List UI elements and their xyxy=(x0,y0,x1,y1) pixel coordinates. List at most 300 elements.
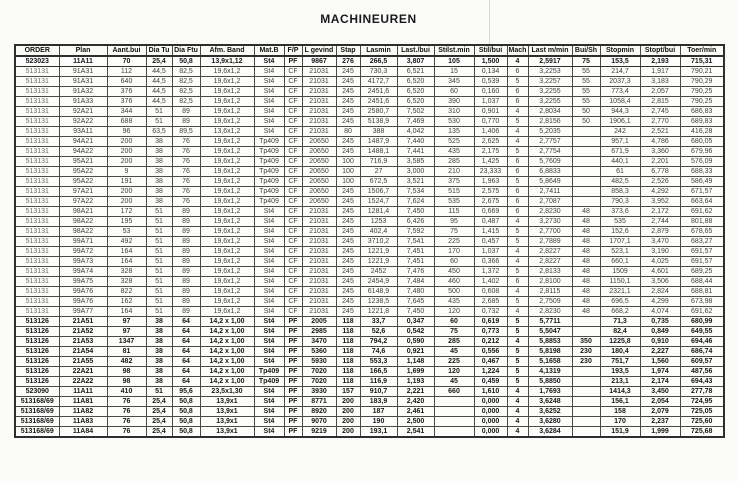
cell: 513131 xyxy=(15,167,59,177)
cell: 691,62 xyxy=(680,207,724,217)
cell: 4 xyxy=(507,107,528,117)
table-row xyxy=(15,67,724,77)
cell: 513131 xyxy=(15,267,59,277)
cell: 183,9 xyxy=(360,397,397,407)
cell: 2,8230 xyxy=(528,307,572,317)
cell: 21031 xyxy=(302,267,336,277)
cell: 513126 xyxy=(15,327,59,337)
cell: 105 xyxy=(434,56,474,67)
cell: 74,6 xyxy=(360,347,397,357)
cell: 64 xyxy=(172,327,200,337)
cell: 38 xyxy=(146,357,172,367)
cell: 513126 xyxy=(15,337,59,347)
cell: 200 xyxy=(107,197,146,207)
cell: 64 xyxy=(172,367,200,377)
cell: 2,237 xyxy=(640,417,680,427)
cell: 2,675 xyxy=(474,197,507,207)
cell: 200 xyxy=(107,157,146,167)
cell: 21031 xyxy=(302,117,336,127)
cell: 5,8850 xyxy=(528,377,572,387)
cell: 14,2 x 1,00 xyxy=(200,357,254,367)
cell: 1221,8 xyxy=(360,307,397,317)
cell: 19,6x1,2 xyxy=(200,247,254,257)
cell: 11A84 xyxy=(59,427,107,438)
cell: CF xyxy=(284,217,302,227)
cell: 683,27 xyxy=(680,237,724,247)
cell: 94A21 xyxy=(59,137,107,147)
cell: 25,4 xyxy=(146,427,172,438)
cell: 213,1 xyxy=(600,377,640,387)
table-row xyxy=(15,157,724,167)
cell: Tp409 xyxy=(254,167,284,177)
cell: 97 xyxy=(107,327,146,337)
cell: 691,57 xyxy=(680,257,724,267)
cell: 2,685 xyxy=(474,297,507,307)
cell: 0,134 xyxy=(474,67,507,77)
cell: 23,333 xyxy=(474,167,507,177)
cell: 4 xyxy=(507,387,528,397)
cell: 98A22 xyxy=(59,217,107,227)
cell: 725,68 xyxy=(680,427,724,438)
cell: 328 xyxy=(107,277,146,287)
cell: 673,98 xyxy=(680,297,724,307)
column-header: L gevind xyxy=(302,45,336,56)
cell: 99A75 xyxy=(59,277,107,287)
column-header: Stap xyxy=(336,45,360,56)
cell: 55 xyxy=(572,87,600,97)
cell: 680,99 xyxy=(680,317,724,327)
table-row xyxy=(15,227,724,237)
cell: 5 xyxy=(507,327,528,337)
cell: 51 xyxy=(146,217,172,227)
cell: 2,201 xyxy=(640,157,680,167)
table-row xyxy=(15,427,724,438)
cell: 2,221 xyxy=(397,387,434,397)
cell: 1150,1 xyxy=(600,277,640,287)
cell: St4 xyxy=(254,67,284,77)
cell: 14,2 x 1,00 xyxy=(200,337,254,347)
cell: 822 xyxy=(107,287,146,297)
cell: CF xyxy=(284,67,302,77)
column-header: Plan xyxy=(59,45,107,56)
cell: St4 xyxy=(254,247,284,257)
cell: 1,7693 xyxy=(528,387,572,397)
cell: 170 xyxy=(600,417,640,427)
cell: 99A76 xyxy=(59,287,107,297)
cell: 0,921 xyxy=(397,347,434,357)
cell: 7,484 xyxy=(397,277,434,287)
cell: 180,4 xyxy=(600,347,640,357)
cell: 2,8227 xyxy=(528,257,572,267)
cell: 513131 xyxy=(15,97,59,107)
cell: 13,9x1 xyxy=(200,417,254,427)
cell: 112 xyxy=(107,67,146,77)
cell: 2,174 xyxy=(640,377,680,387)
cell: 373,6 xyxy=(600,207,640,217)
cell: 19,6x1,2 xyxy=(200,177,254,187)
cell: 530 xyxy=(434,117,474,127)
cell: 1506,7 xyxy=(360,187,397,197)
cell: PF xyxy=(284,56,302,67)
cell: 25,4 xyxy=(146,56,172,67)
cell: 4 xyxy=(507,397,528,407)
cell: 2,8034 xyxy=(528,107,572,117)
table-row xyxy=(15,187,724,197)
column-header: Bui/Sh xyxy=(572,45,600,56)
cell: 45 xyxy=(434,347,474,357)
cell: 0,539 xyxy=(474,77,507,87)
cell: 957,1 xyxy=(600,137,640,147)
cell: 7,451 xyxy=(397,257,434,267)
cell: 688,44 xyxy=(680,277,724,287)
column-header: F/P xyxy=(284,45,302,56)
cell: 99A76 xyxy=(59,297,107,307)
cell: CF xyxy=(284,177,302,187)
cell: 0,000 xyxy=(474,407,507,417)
cell: 482 xyxy=(107,357,146,367)
cell: 21031 xyxy=(302,297,336,307)
cell: 790,21 xyxy=(680,67,724,77)
cell: 9 xyxy=(107,167,146,177)
cell: 2,420 xyxy=(397,397,434,407)
cell: St4 xyxy=(254,267,284,277)
cell: 89 xyxy=(172,297,200,307)
cell: St4 xyxy=(254,217,284,227)
cell: 55 xyxy=(572,77,600,87)
cell: 609,57 xyxy=(680,357,724,367)
cell: 164 xyxy=(107,247,146,257)
cell: 3,521 xyxy=(397,177,434,187)
cell: 345 xyxy=(434,77,474,87)
cell xyxy=(572,177,600,187)
cell: Tp409 xyxy=(254,367,284,377)
cell: 60 xyxy=(434,317,474,327)
cell: 44,5 xyxy=(146,97,172,107)
cell: 75 xyxy=(572,56,600,67)
cell: 4 xyxy=(507,247,528,257)
cell: PF xyxy=(284,377,302,387)
cell: 76 xyxy=(172,197,200,207)
cell: 245 xyxy=(336,297,360,307)
cell: 513131 xyxy=(15,297,59,307)
cell: 344 xyxy=(107,107,146,117)
cell: 513168/69 xyxy=(15,417,59,427)
cell: 0,212 xyxy=(474,337,507,347)
cell: 51 xyxy=(146,287,172,297)
cell: 801,88 xyxy=(680,217,724,227)
cell: 513131 xyxy=(15,247,59,257)
cell: 76 xyxy=(107,407,146,417)
cell: 4 xyxy=(507,127,528,137)
cell: 2005 xyxy=(302,317,336,327)
cell: 76 xyxy=(172,167,200,177)
cell: St4 xyxy=(254,347,284,357)
cell: 13,9x1,12 xyxy=(200,56,254,67)
cell: 97A22 xyxy=(59,197,107,207)
cell: 48 xyxy=(572,307,600,317)
cell: 64 xyxy=(172,377,200,387)
cell: 210 xyxy=(434,167,474,177)
cell: 5 xyxy=(507,317,528,327)
cell: 2,193 xyxy=(640,56,680,67)
cell: 1,963 xyxy=(474,177,507,187)
cell: 92A22 xyxy=(59,117,107,127)
column-header: ORDER xyxy=(15,45,59,56)
table-row xyxy=(15,347,724,357)
cell: 3,2730 xyxy=(528,217,572,227)
cell: 76 xyxy=(107,427,146,438)
cell: 51 xyxy=(146,387,172,397)
cell: 95A22 xyxy=(59,177,107,187)
cell: 4172,7 xyxy=(360,77,397,87)
cell: 663,64 xyxy=(680,197,724,207)
cell: 76 xyxy=(172,137,200,147)
cell: 38 xyxy=(146,197,172,207)
cell: 44,5 xyxy=(146,77,172,87)
cell: 48 xyxy=(572,257,600,267)
cell: 200 xyxy=(107,137,146,147)
cell xyxy=(572,317,600,327)
cell: 50 xyxy=(572,107,600,117)
cell: 0,467 xyxy=(474,357,507,367)
cell: 513131 xyxy=(15,207,59,217)
cell: 2,172 xyxy=(640,207,680,217)
cell: 120 xyxy=(434,367,474,377)
cell: 11A81 xyxy=(59,397,107,407)
cell: 92A21 xyxy=(59,107,107,117)
cell: 13,9x1 xyxy=(200,407,254,417)
cell: 4,292 xyxy=(640,187,680,197)
cell: 4 xyxy=(507,257,528,267)
cell: PF xyxy=(284,337,302,347)
cell: 513131 xyxy=(15,287,59,297)
cell: CF xyxy=(284,267,302,277)
cell: St4 xyxy=(254,277,284,287)
cell: 6,426 xyxy=(397,217,434,227)
cell: 402,4 xyxy=(360,227,397,237)
cell: 19,6x1,2 xyxy=(200,217,254,227)
cell: 5138,9 xyxy=(360,117,397,127)
cell: 2,745 xyxy=(640,107,680,117)
cell: 44,5 xyxy=(146,67,172,77)
cell: 7,440 xyxy=(397,137,434,147)
cell: 1225,8 xyxy=(600,337,640,347)
cell: 158 xyxy=(600,407,640,417)
cell: 0,608 xyxy=(474,287,507,297)
cell: 100 xyxy=(336,157,360,167)
cell: 89 xyxy=(172,257,200,267)
table-row xyxy=(15,237,724,247)
cell: 19,6x1,2 xyxy=(200,297,254,307)
cell: 5 xyxy=(507,367,528,377)
cell: 0,619 xyxy=(474,317,507,327)
cell: CF xyxy=(284,87,302,97)
cell: 76 xyxy=(107,417,146,427)
cell: 688,81 xyxy=(680,287,724,297)
cell: 48 xyxy=(572,277,600,287)
cell: 245 xyxy=(336,67,360,77)
cell: St4 xyxy=(254,337,284,347)
cell: 19,6x1,2 xyxy=(200,117,254,127)
cell: CF xyxy=(284,237,302,247)
cell: CF xyxy=(284,257,302,267)
cell xyxy=(572,407,600,417)
cell: 245 xyxy=(336,107,360,117)
cell: 55 xyxy=(572,67,600,77)
cell: 50,8 xyxy=(172,407,200,417)
cell: 3,952 xyxy=(640,197,680,207)
cell: 487,56 xyxy=(680,367,724,377)
cell: CF xyxy=(284,297,302,307)
table-row xyxy=(15,77,724,87)
cell: 19,6x1,2 xyxy=(200,197,254,207)
cell: 688 xyxy=(107,117,146,127)
cell: 38 xyxy=(146,367,172,377)
cell: 686,74 xyxy=(680,347,724,357)
cell: 115 xyxy=(434,207,474,217)
cell: 9070 xyxy=(302,417,336,427)
cell: St4 xyxy=(254,237,284,247)
cell: 668,2 xyxy=(600,307,640,317)
cell: 50,8 xyxy=(172,427,200,438)
cell: 7020 xyxy=(302,367,336,377)
cell: 245 xyxy=(336,287,360,297)
cell: 64 xyxy=(172,347,200,357)
cell: CF xyxy=(284,287,302,297)
cell: 513126 xyxy=(15,347,59,357)
cell: 5,2035 xyxy=(528,127,572,137)
cell: 513131 xyxy=(15,137,59,147)
cell: 245 xyxy=(336,187,360,197)
cell: 21031 xyxy=(302,287,336,297)
table-row xyxy=(15,407,724,417)
cell: 5,8198 xyxy=(528,347,572,357)
cell: 0,487 xyxy=(474,217,507,227)
cell: 48 xyxy=(572,297,600,307)
cell: 6 xyxy=(507,97,528,107)
cell: 5 xyxy=(507,117,528,127)
table-row xyxy=(15,107,724,117)
cell: 242 xyxy=(600,127,640,137)
cell: 19,6x1,2 xyxy=(200,267,254,277)
cell: 7,450 xyxy=(397,307,434,317)
table-row xyxy=(15,127,724,137)
cell xyxy=(572,367,600,377)
cell: 19,6x1,2 xyxy=(200,77,254,87)
cell: 3,585 xyxy=(397,157,434,167)
cell: 5 xyxy=(507,77,528,87)
cell xyxy=(434,407,474,417)
cell: 89 xyxy=(172,227,200,237)
table-row xyxy=(15,357,724,367)
column-header: Stopt/bui xyxy=(640,45,680,56)
cell: 751,7 xyxy=(600,357,640,367)
cell: 679,96 xyxy=(680,147,724,157)
cell xyxy=(572,427,600,438)
cell: 95A21 xyxy=(59,157,107,167)
cell: 0,669 xyxy=(474,207,507,217)
cell: 725,60 xyxy=(680,417,724,427)
column-header: Dia Tu xyxy=(146,45,172,56)
cell: 19,6x1,2 xyxy=(200,97,254,107)
cell: 25,4 xyxy=(146,417,172,427)
cell: 3,807 xyxy=(397,56,434,67)
cell: 513126 xyxy=(15,377,59,387)
cell: CF xyxy=(284,167,302,177)
cell: CF xyxy=(284,247,302,257)
cell: 3,000 xyxy=(397,167,434,177)
cell: 21031 xyxy=(302,237,336,247)
cell: 52,6 xyxy=(360,327,397,337)
cell: 7,592 xyxy=(397,227,434,237)
cell: 4 xyxy=(507,417,528,427)
cell: 19,6x1,2 xyxy=(200,157,254,167)
cell: 200 xyxy=(336,397,360,407)
cell: 75 xyxy=(434,327,474,337)
table-row xyxy=(15,97,724,107)
cell xyxy=(572,137,600,147)
cell: 27 xyxy=(360,167,397,177)
table-row xyxy=(15,327,724,337)
cell xyxy=(572,147,600,157)
cell: 773,4 xyxy=(600,87,640,97)
machine-hours-table xyxy=(14,44,725,438)
cell: 225 xyxy=(434,357,474,367)
cell: St4 xyxy=(254,207,284,217)
cell: 99A77 xyxy=(59,307,107,317)
cell: 76 xyxy=(172,187,200,197)
cell: 64 xyxy=(172,357,200,367)
cell: 190 xyxy=(360,417,397,427)
column-header: Stilst.min xyxy=(434,45,474,56)
cell: 858,3 xyxy=(600,187,640,197)
cell: 6 xyxy=(507,87,528,97)
cell: 118 xyxy=(336,367,360,377)
cell: 1414,3 xyxy=(600,387,640,397)
cell: 535 xyxy=(600,217,640,227)
cell: 6148,9 xyxy=(360,287,397,297)
cell: 172 xyxy=(107,207,146,217)
cell: 5,1658 xyxy=(528,357,572,367)
cell: PF xyxy=(284,397,302,407)
cell: 790,3 xyxy=(600,197,640,207)
cell: Tp409 xyxy=(254,157,284,167)
cell: 21031 xyxy=(302,247,336,257)
cell: 1,415 xyxy=(474,227,507,237)
cell: 170 xyxy=(434,247,474,257)
cell: 4 xyxy=(507,56,528,67)
cell: 725,05 xyxy=(680,407,724,417)
cell: 89 xyxy=(172,117,200,127)
cell: 48 xyxy=(572,287,600,297)
cell: 245 xyxy=(336,117,360,127)
cell: 89,5 xyxy=(172,127,200,137)
cell: 535 xyxy=(434,197,474,207)
cell: 1,224 xyxy=(474,367,507,377)
cell: 162 xyxy=(107,297,146,307)
cell: 50,8 xyxy=(172,56,200,67)
cell: 1,148 xyxy=(397,357,434,367)
cell: 13,6x1,2 xyxy=(200,127,254,137)
cell: 694,43 xyxy=(680,377,724,387)
cell: 164 xyxy=(107,307,146,317)
cell: 6 xyxy=(507,187,528,197)
cell: 200 xyxy=(336,417,360,427)
cell: 2,461 xyxy=(397,407,434,417)
cell xyxy=(434,397,474,407)
cell: 2,7889 xyxy=(528,237,572,247)
cell: 50,8 xyxy=(172,397,200,407)
